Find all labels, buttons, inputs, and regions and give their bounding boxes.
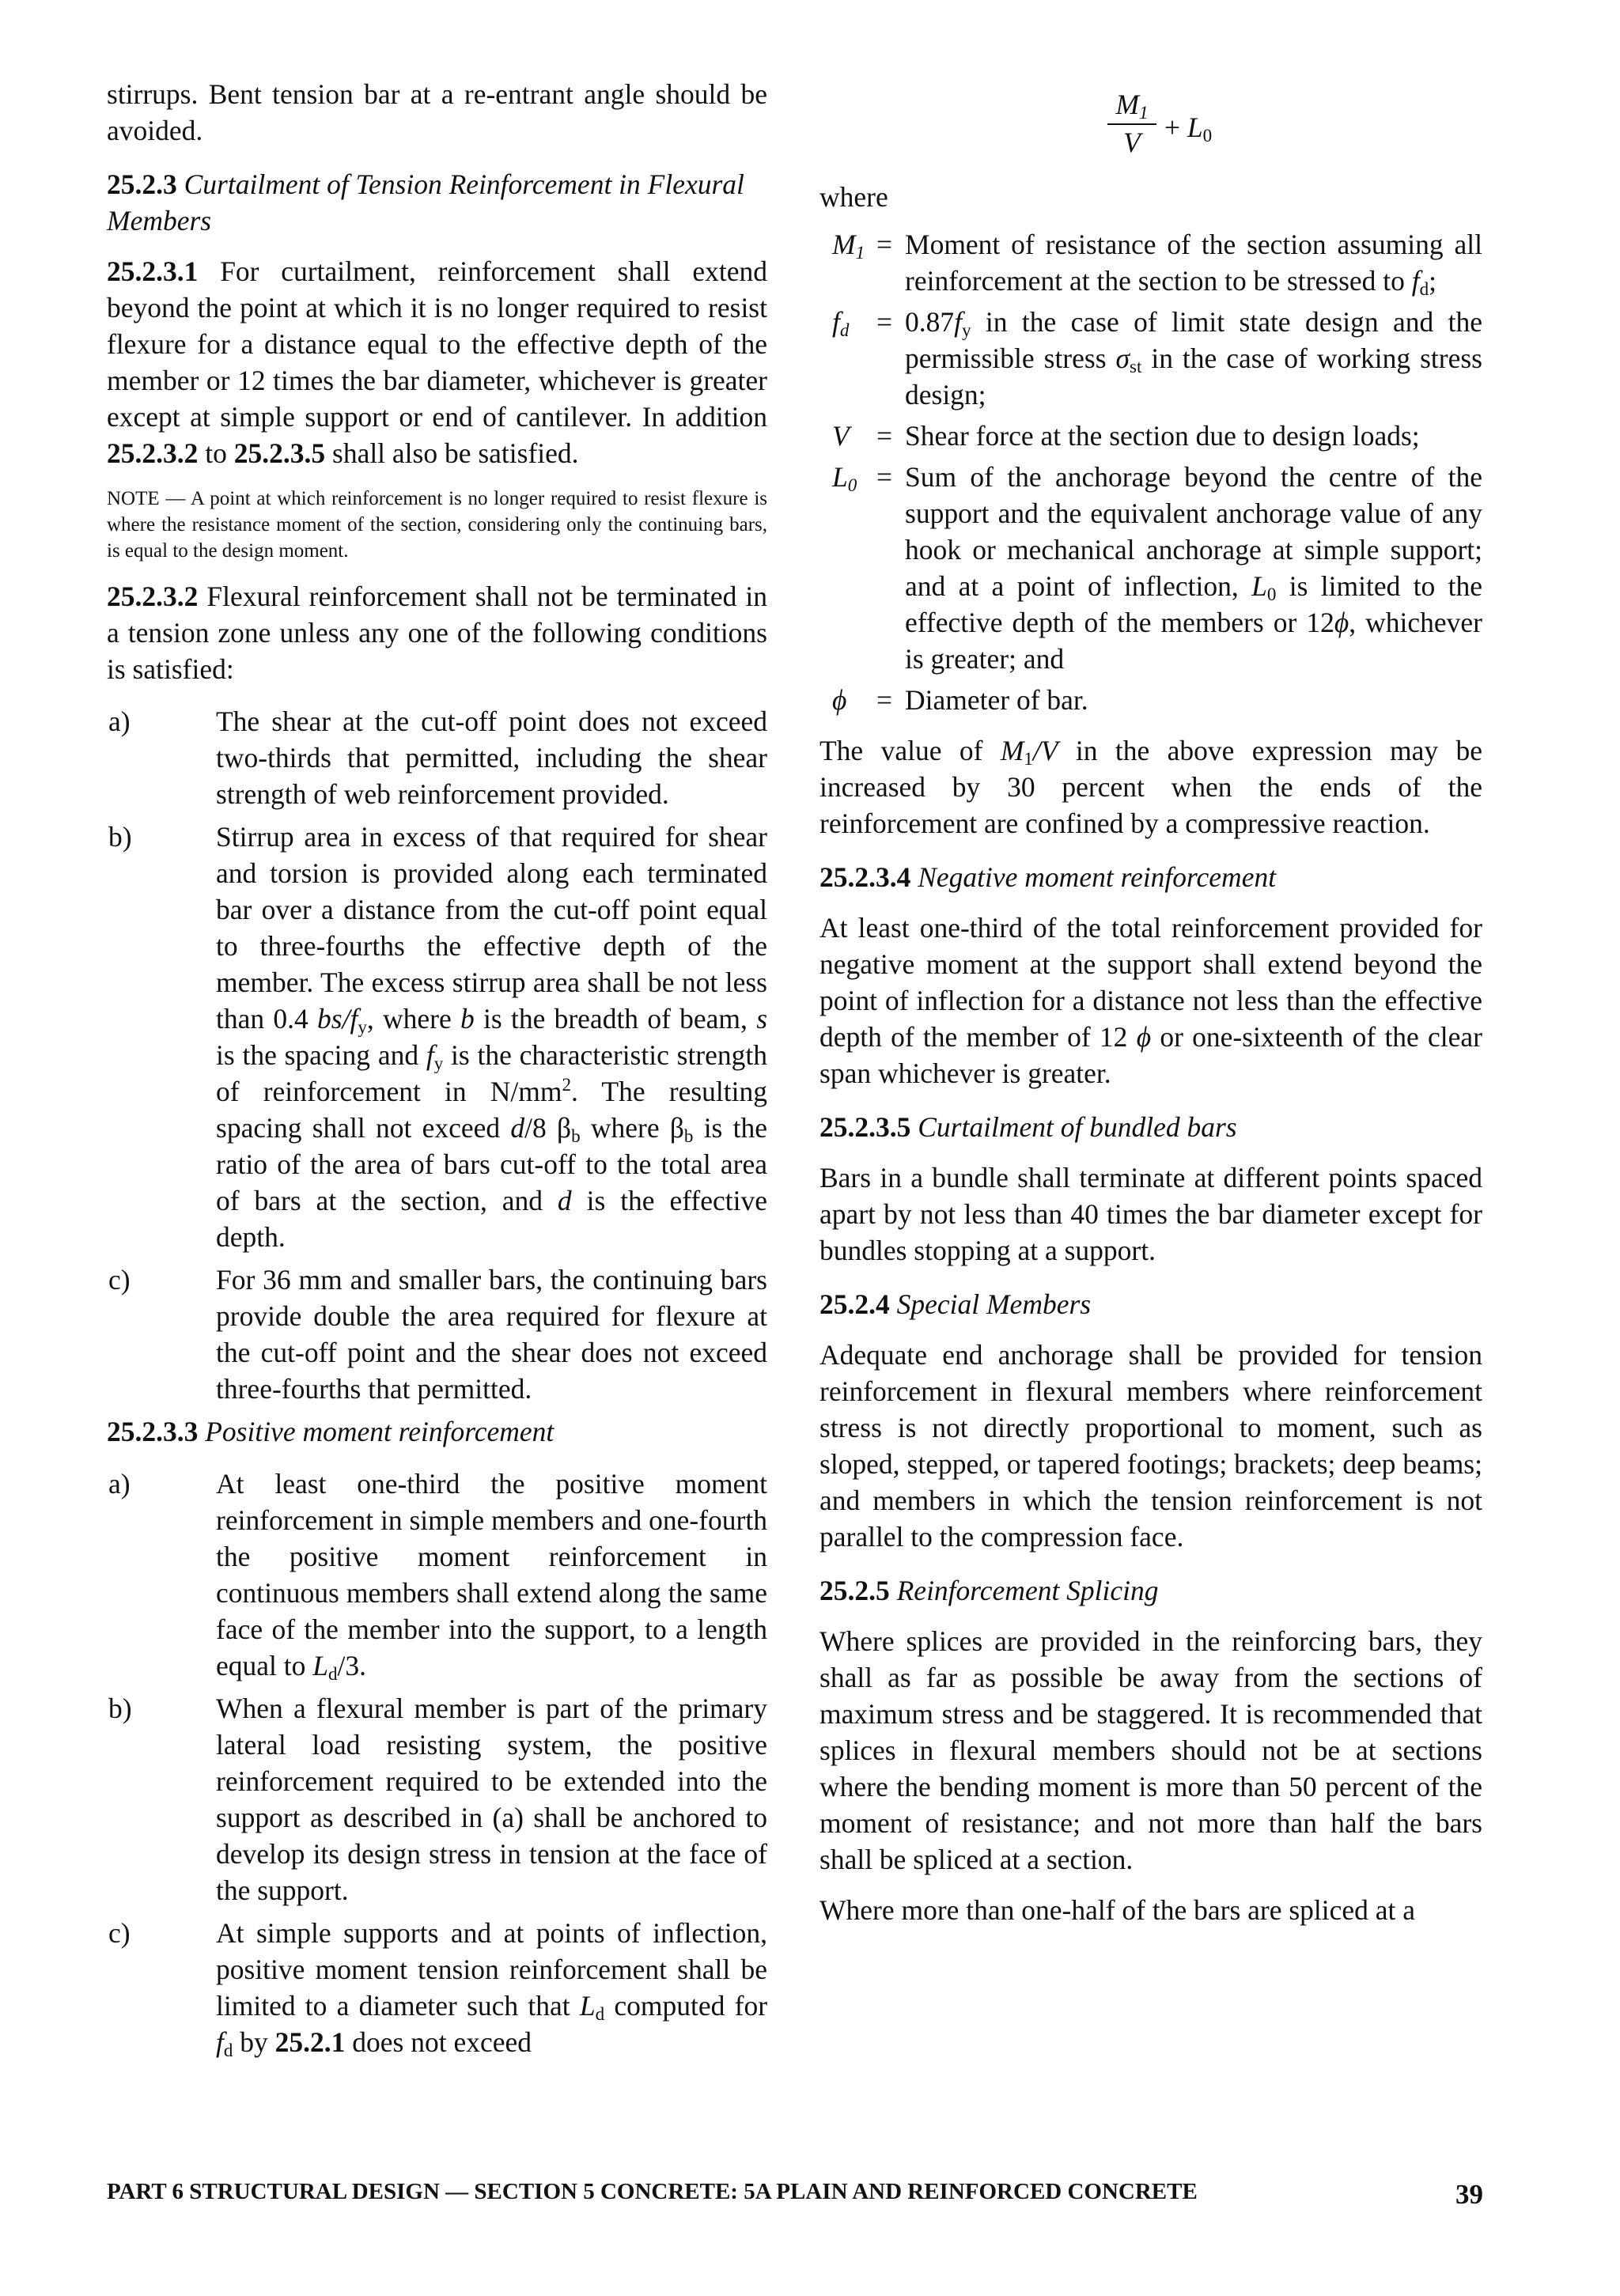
page-number: 39 bbox=[1455, 2179, 1483, 2210]
clause-number: 25.2.3.1 bbox=[107, 255, 199, 287]
heading-title: Reinforcement Splicing bbox=[896, 1575, 1159, 1606]
text-run: , whichever is greater; and bbox=[905, 607, 1483, 675]
left-column bbox=[107, 76, 767, 2067]
text-run: , where bbox=[366, 1003, 452, 1035]
math-sub: b bbox=[683, 1125, 694, 1146]
text-run: by bbox=[240, 2026, 268, 2058]
positive-moment-list bbox=[107, 1466, 767, 2060]
clause-text: to bbox=[205, 437, 227, 469]
definition-text bbox=[905, 304, 1482, 413]
paragraph-25-2-3-2 bbox=[107, 578, 767, 687]
list-text bbox=[216, 819, 767, 1255]
definition-text bbox=[905, 226, 1482, 299]
paragraph-25-2-5: Where splices are provided in the reinforcing bars, they shall as far as possible be away from the sections of maximum stress and be staggered. It is recommended that splices in flexural members should not be at sections where the bending moment is more than 50 percent of the moment of resistance; and not more than half the bars shall be spliced at a section. bbox=[819, 1625, 1482, 1875]
math-var: M bbox=[1000, 735, 1024, 766]
text-run: does not exceed bbox=[352, 2026, 532, 2058]
math-sup: 2 bbox=[562, 1074, 572, 1095]
math-var: /V bbox=[1032, 735, 1058, 766]
math-var: f bbox=[216, 2026, 224, 2058]
math-var: b bbox=[460, 1003, 475, 1035]
math-sub: d bbox=[1419, 278, 1429, 299]
text-run: is the effective depth. bbox=[216, 1185, 767, 1253]
formula-sum bbox=[1164, 111, 1212, 144]
list-item bbox=[107, 1466, 767, 1684]
list-text bbox=[216, 1466, 767, 1684]
text-run: At simple supports and at points of inflection, positive moment tension reinforcement shall be limited to a diameter such that bbox=[216, 1917, 767, 2022]
clause-text: For curtailment, reinforcement shall extend beyond the point at which it is no longer required to resist flexure for a distance equal to the effective depth of the member or 12 times the bar diameter, whichever is greater except at simple support or end of cantilever. In addition bbox=[107, 255, 768, 433]
clause-ref: 25.2.1 bbox=[274, 2026, 346, 2058]
equals-sign: = bbox=[876, 461, 893, 493]
list-label: b) bbox=[108, 821, 132, 853]
text-run: /3. bbox=[337, 1650, 367, 1681]
formula bbox=[819, 76, 1482, 177]
fraction-bar bbox=[1107, 123, 1156, 125]
list-label: a) bbox=[108, 705, 131, 737]
paragraph-25-2-3-5: Bars in a bundle shall terminate at different points spaced apart by not less than 40 times the bar diameter except for bundles stopping at a support. bbox=[819, 1162, 1482, 1266]
right-column bbox=[819, 76, 1482, 1928]
text-run: in the case of working stress design; bbox=[905, 342, 1483, 410]
text-run: computed for bbox=[614, 1990, 768, 2022]
heading-25-2-3-4 bbox=[819, 859, 1482, 895]
paragraph-25-2-3-1 bbox=[107, 253, 767, 471]
math-var: L bbox=[832, 461, 848, 493]
math-sub: y bbox=[433, 1052, 444, 1073]
definition-text: Diameter of bar. bbox=[905, 684, 1088, 716]
heading-number: 25.2.3 bbox=[107, 168, 177, 200]
math-var: /f bbox=[342, 1003, 358, 1035]
text-run: /8 β bbox=[524, 1112, 572, 1144]
text-run: The value of bbox=[819, 735, 983, 766]
heading-25-2-5 bbox=[819, 1572, 1482, 1609]
math-sub: d bbox=[839, 319, 850, 340]
text-run: 0.87 bbox=[905, 306, 955, 338]
text-run: Stirrup area in excess of that required for shear and torsion is provided along each terminated bar over a distance from the cut-off point equal to three-fourths the effective depth of the member. The excess stirrup area shall be not less than 0.4 bbox=[216, 821, 767, 1035]
symbol: ϕ bbox=[832, 684, 847, 716]
math-var: L bbox=[312, 1650, 328, 1681]
math-sub: 1 bbox=[1139, 101, 1149, 123]
math-var: ϕ bbox=[1334, 607, 1349, 638]
math-sub: 1 bbox=[1024, 747, 1033, 769]
math-sub: 0 bbox=[1202, 124, 1213, 146]
fraction-denominator: V bbox=[1123, 127, 1141, 158]
symbol: V bbox=[832, 420, 850, 452]
math-var: L bbox=[579, 1990, 596, 2022]
math-var: L bbox=[1187, 112, 1203, 143]
definition-text bbox=[905, 459, 1482, 677]
heading-number: 25.2.4 bbox=[819, 1288, 890, 1320]
text-run: At least one-third the positive moment reinforcement in simple members and one-fourth the positive moment reinforcement in continuous members shall extend along the same face of the member into the support, to a length equal to bbox=[216, 1468, 767, 1681]
text-run: is the characteristic strength of reinforcement in N/mm bbox=[216, 1039, 767, 1107]
clause-text: shall also be satisfied. bbox=[332, 437, 579, 469]
equals-sign: = bbox=[876, 420, 893, 452]
text-run: or one-sixteenth of the clear span whichever is greater. bbox=[819, 1021, 1483, 1089]
clause-text: Flexural reinforcement shall not be terminated in a tension zone unless any one of the following conditions is satisfied: bbox=[107, 581, 768, 685]
text-run: . The resulting spacing shall not exceed bbox=[216, 1076, 767, 1144]
math-var: f bbox=[832, 306, 840, 338]
math-var: bs bbox=[317, 1003, 343, 1035]
text-run: in the case of limit state design and the permissible stress bbox=[905, 306, 1483, 374]
paragraph-m1-v bbox=[819, 732, 1482, 842]
math-var: f bbox=[1411, 265, 1420, 297]
page-footer bbox=[107, 2179, 1483, 2211]
text-run: is the breadth of beam, bbox=[483, 1003, 748, 1035]
formula-fraction bbox=[1107, 87, 1156, 158]
symbol bbox=[819, 226, 876, 299]
list-text bbox=[216, 1915, 767, 2060]
heading-25-2-3-3 bbox=[107, 1413, 767, 1450]
math-var: M bbox=[832, 229, 856, 260]
math-sub: y bbox=[962, 319, 971, 340]
math-var: σ bbox=[1115, 342, 1130, 374]
list-text: For 36 mm and smaller bars, the continuing bars provide double the area required for flexure at the cut-off point and the shear does not exceed three-fourths that permitted. bbox=[216, 1264, 767, 1405]
math-sub: d bbox=[328, 1662, 338, 1684]
list-label: c) bbox=[108, 1264, 131, 1296]
heading-number: 25.2.3.5 bbox=[819, 1111, 911, 1143]
equals-sign: = bbox=[876, 306, 893, 338]
where-label: where bbox=[819, 181, 888, 213]
heading-title: Curtailment of Tension Reinforcement in Flexural Members bbox=[107, 168, 744, 236]
heading-title: Special Members bbox=[896, 1288, 1092, 1320]
list-label: a) bbox=[108, 1468, 131, 1500]
heading-25-2-3-5 bbox=[819, 1109, 1482, 1145]
conditions-list bbox=[107, 703, 767, 1407]
list-text: When a flexural member is part of the primary lateral load resisting system, the positive reinforcement required to be extended into the support as described in (a) shall be anchored to develop its design stress in tension at the face of the support. bbox=[216, 1693, 767, 1906]
math-sub: d bbox=[223, 2039, 233, 2060]
text-run: Sum of the anchorage beyond the centre of the support and the equivalent anchorage value of any hook or mechanical anchorage at simple support; and at a point of inflection, bbox=[905, 461, 1482, 602]
heading-number: 25.2.5 bbox=[819, 1575, 890, 1606]
math-sub: y bbox=[358, 1016, 367, 1037]
math-var: d bbox=[510, 1112, 525, 1144]
heading-25-2-4 bbox=[819, 1286, 1482, 1322]
math-sub: d bbox=[595, 2003, 605, 2024]
text-run: where β bbox=[590, 1112, 684, 1144]
text-run: is the ratio of the area of bars cut-off to the total area of bars at the section, and bbox=[216, 1112, 767, 1216]
heading-title: Curtailment of bundled bars bbox=[918, 1111, 1237, 1143]
list-item bbox=[107, 703, 767, 812]
list-item bbox=[107, 1915, 767, 2060]
math-var: s bbox=[756, 1003, 768, 1035]
text-run: At least one-third of the total reinforcement provided for negative moment at the support shall extend beyond the point of inflection for a distance not less than the effective depth of the member of 12 bbox=[819, 912, 1482, 1053]
heading-number: 25.2.3.4 bbox=[819, 861, 911, 893]
definition-m1 bbox=[819, 226, 1482, 299]
paragraph-continuation: stirrups. Bent tension bar at a re-entrant angle should be avoided. bbox=[107, 78, 767, 146]
heading-title: Negative moment reinforcement bbox=[918, 861, 1277, 893]
heading-25-2-3 bbox=[107, 166, 767, 239]
paragraph-continues: Where more than one-half of the bars are spliced at a bbox=[819, 1894, 1416, 1926]
clause-number: 25.2.3.2 bbox=[107, 581, 199, 612]
text-run: Moment of resistance of the section assuming all reinforcement at the section to be stressed to bbox=[905, 229, 1482, 297]
text-run: in the above expression may be increased by 30 percent when the ends of the reinforcement are confined by a compressive reaction. bbox=[819, 735, 1483, 839]
heading-number: 25.2.3.3 bbox=[107, 1416, 199, 1447]
symbol bbox=[819, 304, 876, 413]
list-item bbox=[107, 819, 767, 1255]
note: NOTE — A point at which reinforcement is no longer required to resist flexure is where the resistance moment of the section, considering only the continuing bars, is equal to the design moment. bbox=[107, 488, 767, 562]
text-run: is limited to the effective depth of the members or 12 bbox=[905, 570, 1483, 638]
equals-sign: = bbox=[876, 684, 893, 716]
clause-ref: 25.2.3.2 bbox=[107, 437, 199, 469]
footer-title: PART 6 STRUCTURAL DESIGN — SECTION 5 CONCRETE: 5A PLAIN AND REINFORCED CONCRETE bbox=[107, 2179, 1198, 2204]
heading-title: Positive moment reinforcement bbox=[205, 1416, 555, 1447]
math-sub: 0 bbox=[1266, 583, 1277, 604]
symbol-definitions bbox=[819, 226, 1482, 718]
list-label: b) bbox=[108, 1693, 132, 1724]
list-text: The shear at the cut-off point does not exceed two-thirds that permitted, including the shear strength of web reinforcement provided. bbox=[216, 705, 767, 810]
paragraph-25-2-3-4 bbox=[819, 910, 1482, 1091]
paragraph-25-2-4: Adequate end anchorage shall be provided for tension reinforcement in flexural members where reinforcement stress is not directly proportional to moment, such as sloped, stepped, or tapered footings; brackets; deep beams; and members in which the tension reinforcement is not parallel to the compression face. bbox=[819, 1339, 1482, 1553]
definition-l0 bbox=[819, 459, 1482, 677]
math-var: f bbox=[954, 306, 962, 338]
math-sub: 0 bbox=[847, 474, 857, 495]
definition-text: Shear force at the section due to design loads; bbox=[905, 420, 1420, 452]
math-var: L bbox=[1251, 570, 1267, 602]
list-item bbox=[107, 1261, 767, 1407]
math-var: f bbox=[426, 1039, 434, 1071]
math-sub: b bbox=[571, 1125, 581, 1146]
definition-v bbox=[819, 418, 1482, 454]
math-var: d bbox=[557, 1185, 572, 1216]
math-sub: st bbox=[1130, 355, 1142, 376]
text-run: ; bbox=[1429, 265, 1437, 297]
math-var: M bbox=[1115, 89, 1140, 120]
fraction-numerator bbox=[1107, 87, 1156, 122]
clause-ref: 25.2.3.5 bbox=[233, 437, 326, 469]
math-sub: 1 bbox=[855, 241, 865, 263]
list-label: c) bbox=[108, 1917, 131, 1949]
math-operator: + bbox=[1164, 112, 1181, 143]
math-var: ϕ bbox=[1136, 1021, 1152, 1053]
equals-sign: = bbox=[876, 229, 893, 260]
text-run: is the spacing and bbox=[216, 1039, 419, 1071]
definition-fd bbox=[819, 304, 1482, 413]
list-item bbox=[107, 1690, 767, 1908]
definition-phi bbox=[819, 682, 1482, 718]
symbol bbox=[819, 459, 876, 677]
